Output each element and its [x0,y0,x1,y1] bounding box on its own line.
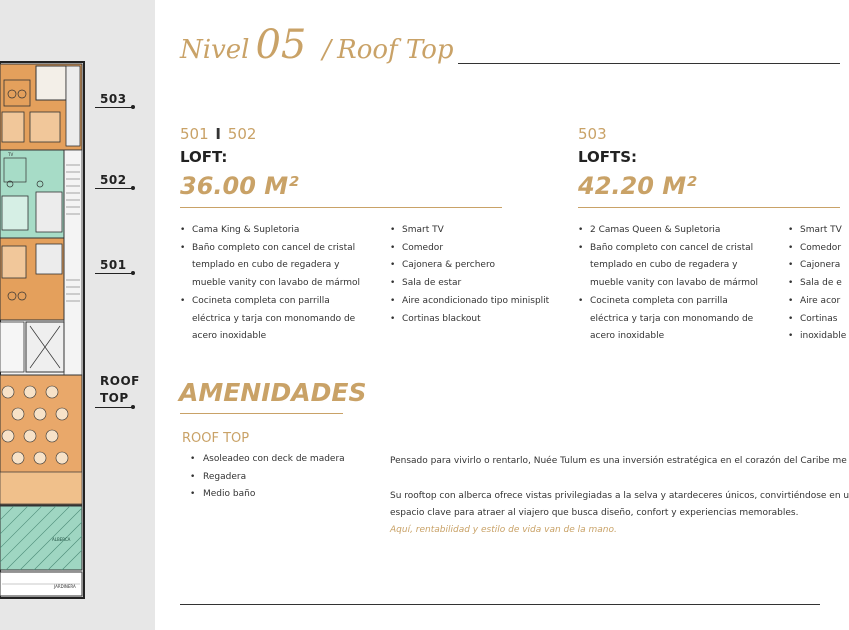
title-name: Roof Top [337,35,454,65]
feature-item: • Medio baño [190,486,345,504]
description-paragraph-2-line-1: Su rooftop con alberca ofrece vistas privilegiadas a la selva y atardeceres únicos, convirtiéndose en u [390,491,849,501]
unit-a-type: LOFT: [180,148,228,166]
amenities-title: AMENIDADES [179,378,367,407]
unit-a-features-right [390,222,549,328]
plan-label-top: TOP [100,391,129,405]
page-title [180,22,454,82]
description-paragraph-1: Pensado para vivirlo o rentarlo, Nuée Tulum es una inversión estratégica en el corazón del Caribe me [390,456,847,466]
plan-label-501: 501 [100,258,127,272]
feature-item: • inoxidable [788,328,846,346]
feature-item: • Asoleadeo con deck de madera [190,451,345,469]
feature-item: • Cajonera & perchero [390,257,549,275]
callout-line [95,107,133,108]
planter-label: JARDINERA [54,584,76,589]
title-slash: / [322,35,332,65]
feature-item: • Baño completo con cancel de cristal [578,240,758,258]
feature-item: • Sala de estar [390,275,549,293]
feature-item: • Aire acondicionado tipo minisplit [390,293,549,311]
unit-a-numbers [180,125,256,143]
feature-item: • Baño completo con cancel de cristal [180,240,360,258]
tv-label: TV [8,152,14,157]
callout-dot [131,271,135,275]
unit-b-number: 503 [578,125,607,143]
plan-label-roof: ROOF [100,374,140,388]
feature-item: • Smart TV [390,222,549,240]
unit-b-divider [578,207,840,208]
feature-item: mueble vanity con lavabo de mármol [192,278,361,289]
plan-label-502: 502 [100,173,127,187]
title-divider [458,63,840,64]
tagline: Aquí, rentabilidad y estilo de vida van de la mano. [390,525,617,535]
feature-item: eléctrica y tarja con monomando de [192,313,356,324]
amenities-subtitle: ROOF TOP [182,431,250,446]
feature-item: • Aire acor [788,293,846,311]
floor-plan-drawing [0,0,155,630]
unit-a-area: 36.00 M² [180,172,299,200]
pool-label: ALBERCA [52,537,71,542]
bottom-divider [180,604,820,605]
feature-item: • Cama King & Supletoria [180,222,360,240]
feature-item: • Cortinas [788,311,846,329]
callout-line [95,188,133,189]
feature-item: eléctrica y tarja con monomando de [590,313,754,324]
title-number: 05 [255,22,307,68]
feature-item: • Comedor [390,240,549,258]
description-paragraph-2-line-2: espacio clave para atraer al viajero que busca diseño, confort y experiencias memorables. [390,508,799,518]
plan-label-503: 503 [100,92,127,106]
feature-item: templado en cubo de regadera y [590,260,738,271]
unit-a-divider [180,207,502,208]
amenities-list [190,451,345,504]
unit-b-features-right [788,222,846,346]
feature-item: • Cocineta completa con parrilla [578,293,758,311]
feature-item: • Regadera [190,469,345,487]
feature-item: • 2 Camas Queen & Supletoria [578,222,758,240]
feature-item: templado en cubo de regadera y [192,260,340,271]
callout-dot [131,405,135,409]
callout-dot [131,105,135,109]
feature-item: • Cortinas blackout [390,311,549,329]
amenities-divider [180,413,343,414]
unit-b-area: 42.20 M² [578,172,697,200]
feature-item: • Cajonera [788,257,846,275]
feature-item: • Cocineta completa con parrilla [180,293,360,311]
unit-a-features-left [180,222,360,346]
unit-a-num1: 501 [180,125,209,143]
unit-b-features-left [578,222,758,346]
callout-line [95,407,133,408]
feature-item: • Smart TV [788,222,846,240]
callout-line [95,273,133,274]
feature-item: • Sala de e [788,275,846,293]
feature-item: acero inoxidable [192,331,267,342]
unit-b-type: LOFTS: [578,148,638,166]
title-nivel: Nivel [180,35,250,65]
callout-dot [131,186,135,190]
unit-a-separator: I [215,125,222,143]
feature-item: • Comedor [788,240,846,258]
feature-item: acero inoxidable [590,331,665,342]
unit-a-num2: 502 [227,125,257,143]
feature-item: mueble vanity con lavabo de mármol [590,278,759,289]
